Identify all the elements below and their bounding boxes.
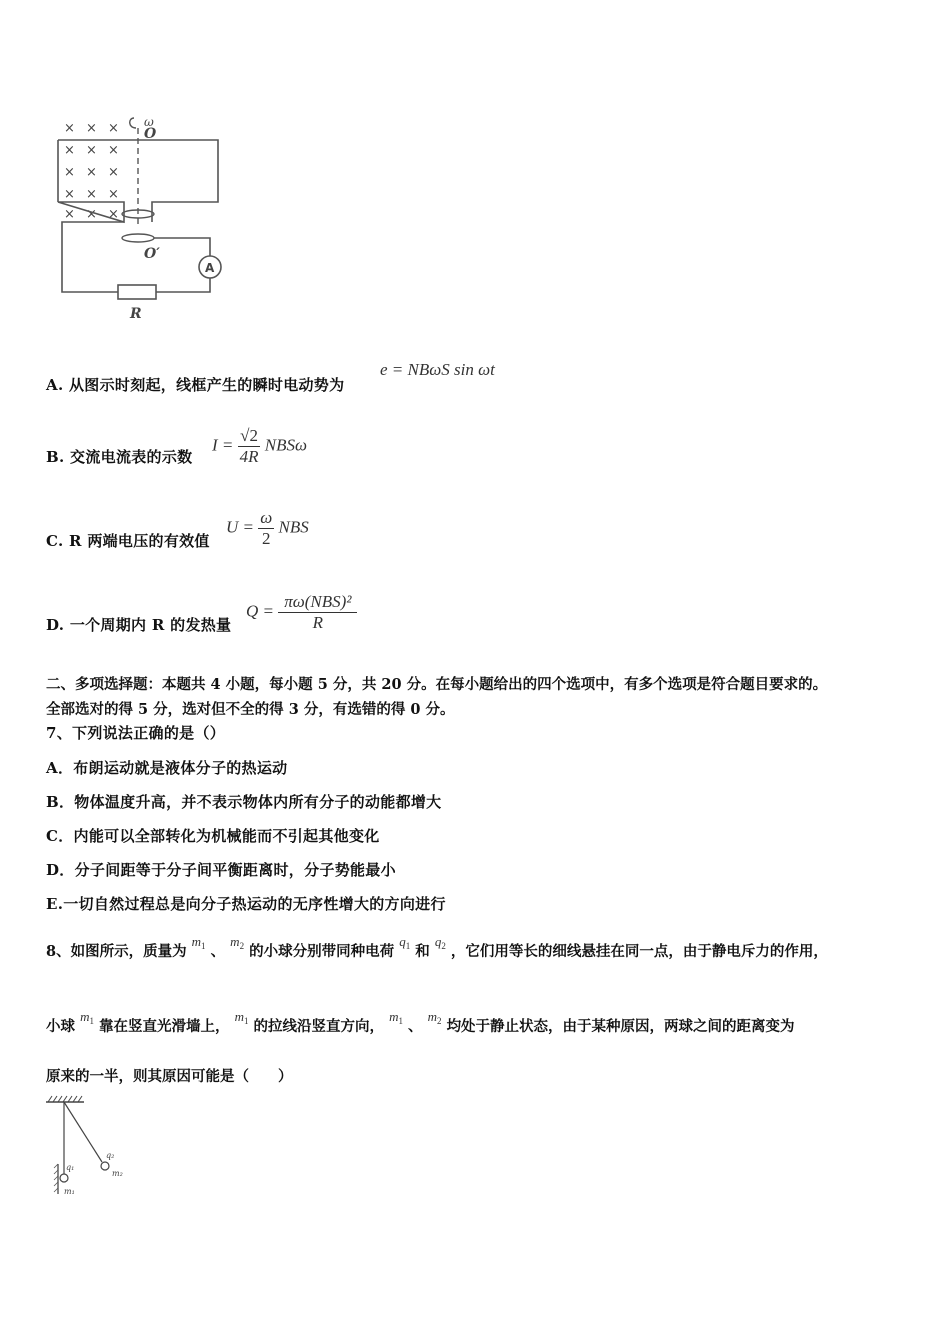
resistor (118, 285, 156, 299)
option-b-letter: B. (46, 448, 65, 466)
option-b-formula (212, 426, 307, 467)
option-b-rest: NBSω (264, 435, 308, 455)
option-d-lhs: Q = (246, 601, 274, 621)
option-a-letter: A. (46, 376, 64, 394)
section2-line2: 全部选对的得 5 分，选对但不全的得 3 分，有选错的得 0 分。 (46, 701, 455, 718)
svg-text:×: × (86, 121, 97, 136)
svg-text:×: × (64, 121, 75, 136)
q8-m1-symbol: m (191, 934, 202, 949)
q8-q2 (435, 934, 446, 949)
q8-line1-c: 和 (415, 943, 430, 960)
option-a (46, 374, 344, 395)
svg-text:×: × (86, 165, 97, 180)
q8-q1-sub: 1 (405, 941, 411, 951)
q8-line2-c: 的拉线沿竖直方向， (253, 1018, 385, 1035)
q7-option-b: B．物体温度升高，并不表示物体内所有分子的动能都增大 (46, 793, 442, 811)
fig-q2: q₂ (106, 1151, 115, 1160)
q8-sep: 、 (210, 943, 226, 960)
option-c-numerator: ω (260, 508, 273, 527)
option-c-lhs: U = (226, 517, 254, 537)
svg-text:×: × (86, 143, 97, 158)
label-r: R (130, 306, 142, 322)
q8-line2-m2-sub: 2 (437, 1016, 442, 1026)
svg-text:×: × (64, 165, 75, 180)
q8-line2-m1b-sub: 1 (243, 1016, 249, 1026)
svg-text:×: × (86, 207, 97, 222)
string-2 (64, 1102, 102, 1162)
option-c-denominator: 2 (262, 529, 271, 548)
q8-m1-sub: 1 (201, 941, 206, 951)
svg-text:×: × (64, 143, 75, 158)
q8-line2-m1a-symbol: m (80, 1009, 90, 1024)
q8-m1 (192, 934, 206, 949)
option-b-text: 交流电流表的示数 (70, 448, 193, 466)
q8-line2 (46, 1009, 795, 1036)
q8-line2-m1c-symbol: m (389, 1009, 399, 1024)
svg-text:×: × (108, 143, 119, 158)
option-c-text: R 两端电压的有效值 (69, 532, 210, 550)
outer-circuit (62, 222, 210, 292)
pendulum-figure (44, 1094, 134, 1199)
label-o-prime: O′ (144, 246, 160, 262)
circuit-figure (40, 110, 240, 325)
option-a-formula: e = NBωS sin ωt (380, 360, 495, 379)
q8-line2-m1c (389, 1009, 403, 1024)
q7-option-e: E.一切自然过程总是向分子热运动的无序性增大的方向进行 (46, 895, 446, 913)
q8-m2-sub: 2 (239, 941, 245, 951)
ball-2 (101, 1162, 109, 1170)
q7-stem: 7、下列说法正确的是（） (46, 724, 226, 742)
svg-text:×: × (64, 187, 75, 202)
label-o: O (144, 126, 157, 142)
option-a-text: 从图示时刻起，线框产生的瞬时电动势为 (69, 376, 345, 394)
q8-line2-m1a (80, 1009, 94, 1024)
fig-m2: m₂ (112, 1169, 123, 1178)
q8-line2-m1b (235, 1009, 249, 1024)
fig-m1: m₁ (64, 1187, 75, 1196)
option-d-numerator: πω(NBS)² (278, 592, 357, 613)
q8-line1 (46, 934, 828, 961)
option-d-formula (246, 592, 357, 633)
q8-m2 (230, 934, 244, 949)
q8-line2-m2 (428, 1009, 442, 1024)
svg-text:×: × (108, 207, 119, 222)
svg-text:×: × (108, 165, 119, 180)
option-d (46, 614, 231, 635)
q8-line2-a: 小球 (46, 1018, 75, 1035)
rotation-arrow-icon (130, 118, 136, 128)
option-d-fraction (278, 592, 357, 633)
q7-option-a: A．布朗运动就是液体分子的热运动 (46, 759, 288, 777)
option-d-text: 一个周期内 R 的发热量 (69, 616, 232, 634)
label-omega: ω (144, 115, 154, 129)
q8-line1-b: 的小球分别带同种电荷 (249, 943, 395, 960)
svg-text:×: × (64, 207, 75, 222)
q8-line2-m1c-sub: 1 (398, 1016, 403, 1026)
ammeter-label: A (205, 261, 215, 275)
q8-q1-symbol: q (399, 934, 406, 949)
option-d-denominator: R (312, 613, 324, 632)
q8-m2-symbol: m (230, 934, 240, 949)
q8-q2-sub: 2 (441, 941, 446, 951)
option-b-lhs: I = (212, 435, 234, 455)
option-c-rest: NBS (278, 517, 309, 537)
option-c-fraction (258, 508, 274, 549)
slip-ring-lower (122, 234, 154, 242)
option-c (46, 530, 210, 551)
q8-line1-a: 8、如图所示，质量为 (46, 943, 187, 960)
q8-line2-b: 靠在竖直光滑墙上， (99, 1018, 230, 1035)
option-b-denominator: 4R (239, 447, 259, 466)
fig-q1: q₁ (66, 1163, 75, 1172)
ball-1 (60, 1174, 68, 1182)
section2-line1: 二、多项选择题：本题共 4 小题，每小题 5 分，共 20 分。在每小题给出的四个选项中，有多个选项是符合题目要求的。 (46, 676, 828, 693)
q8-line2-m2-symbol: m (427, 1009, 437, 1024)
q8-q2-symbol: q (434, 934, 442, 949)
option-b-numerator: √2 (240, 426, 258, 445)
option-b-fraction (238, 426, 261, 467)
svg-text:×: × (108, 187, 119, 202)
q8-line3: 原来的一半，则其原因可能是（ ） (46, 1068, 293, 1085)
option-d-letter: D. (46, 616, 65, 634)
svg-text:×: × (86, 187, 97, 202)
q7-option-d: D．分子间距等于分子间平衡距离时，分子势能最小 (46, 861, 396, 879)
q8-line2-sep: 、 (408, 1018, 423, 1035)
option-c-letter: C. (46, 532, 64, 550)
q8-line1-d: ，它们用等长的细线悬挂在同一点，由于静电斥力的作用， (450, 943, 828, 960)
option-c-formula (226, 508, 309, 549)
q8-q1 (399, 934, 410, 949)
option-b (46, 446, 192, 467)
svg-text:×: × (108, 121, 119, 136)
q8-line2-m1a-sub: 1 (89, 1016, 94, 1026)
q8-line2-d: 均处于静止状态，由于某种原因，两球之间的距离变为 (446, 1018, 795, 1035)
q7-option-c: C．内能可以全部转化为机械能而不引起其他变化 (46, 827, 380, 845)
q8-line2-m1b-symbol: m (234, 1009, 244, 1024)
